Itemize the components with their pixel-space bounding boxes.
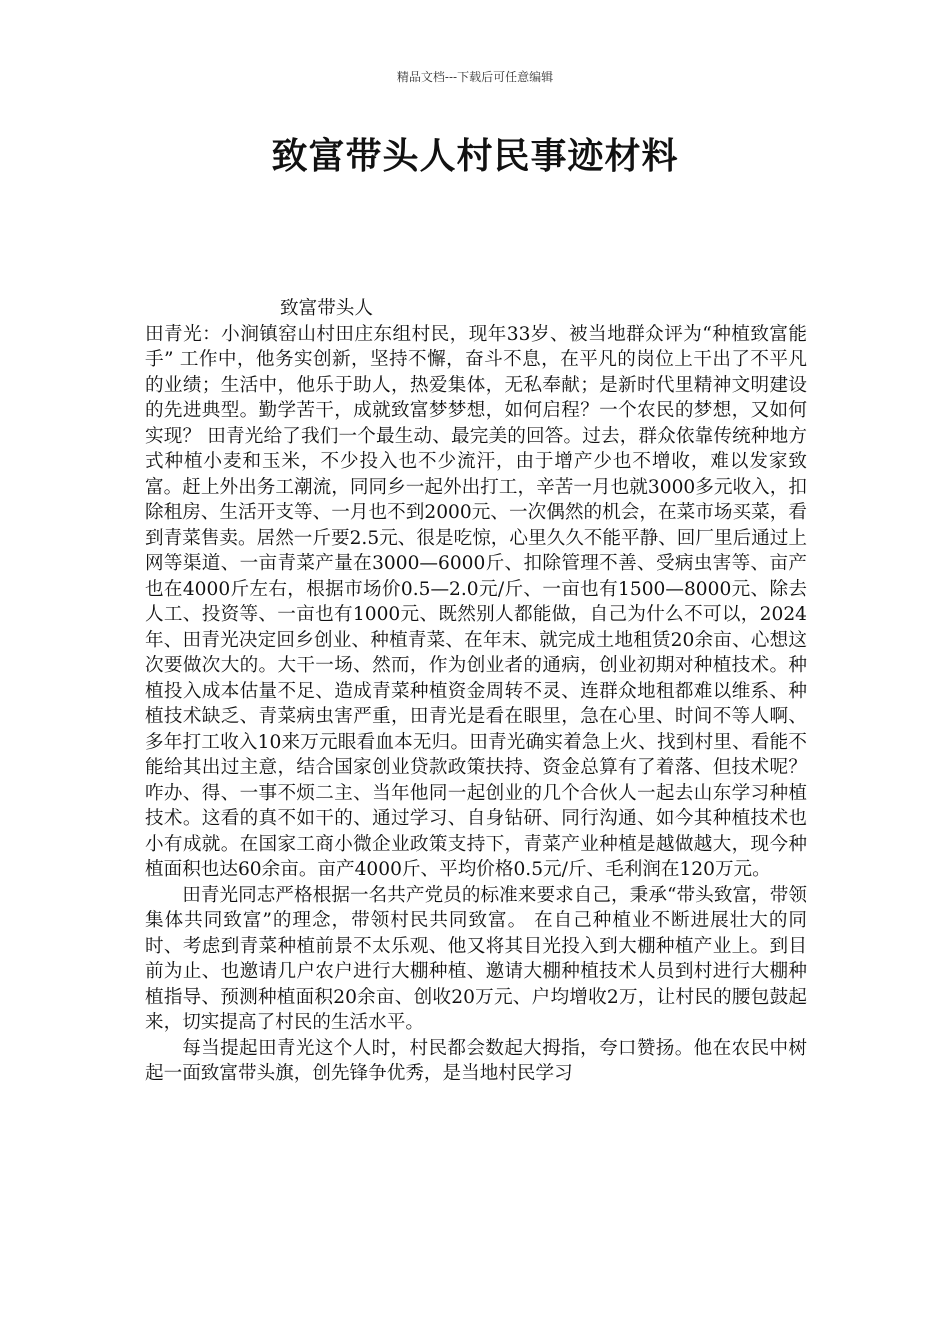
- body-paragraph-1: 田青光：小涧镇窑山村田庄东组村民，现年33岁、被当地群众评为“种植致富能手” 工作中，他务实创新，坚持不懈，奋斗不息，在平凡的岗位上干出了不平凡的业绩；生活中，他乐于助人，热爱集体，无私奉献；是新时代里精神文明建设的先进典型。勤学苦干，成就致富梦梦想，如何启程？一个农民的梦想，又如何实现？ 田青光给了我们一个最生动、最完美的回答。过去，群众依靠传统种地方式种植小麦和玉米，不少投入也不少流汗，由于增产少也不增收，难以发家致富。赶上外出务工潮流，同同乡一起外出打工，辛苦一月也就3000多元收入，扣除租房、生活开支等、一月也不到2000元、一次偶然的机会，在菜市场买菜，看到青菜售卖。居然一斤要2.5元、很是吃惊，心里久久不能平静、回厂里后通过上网等渠道、一亩青菜产量在3000—6000斤、扣除管理不善、受病虫害等、亩产也在4000斤左右，根据市场价0.5—2.0元/斤、一亩也有1500—8000元、除去人工、投资等、一亩也有1000元、既然别人都能做，自己为什么不可以，2024年、田青光决定回乡创业、种植青菜、在年末、就完成土地租赁20余亩、心想这次要做次大的。大干一场、然而，作为创业者的通病，创业初期对种植技术。种植投入成本估量不足、造成青菜种植资金周转不灵、连群众地租都难以维系、种植技术缺乏、青菜病虫害严重，田青光是看在眼里，急在心里、时间不等人啊、多年打工收入10来万元眼看血本无归。田青光确实着急上火、找到村里、看能不能给其出过主意，结合国家创业贷款政策扶持、资金总算有了着落、但技术呢？咋办、得、一事不烦二主、当年他同一起创业的几个合伙人一起去山东学习种植技术。这看的真不如干的、通过学习、自身钻研、同行沟通、如今其种植技术也小有成就。在国家工商小微企业政策支持下，青菜产业种植是越做越大，现今种植面积也达60余亩。亩产4000斤、平均价格0.5元/斤、毛利润在120万元。: [145, 323, 808, 880]
- section-subheading: 致富带头人: [280, 298, 373, 319]
- body-paragraph-3: 每当提起田青光这个人时，村民都会数起大拇指，夸口赞扬。他在农民中树起一面致富带头旗，创先锋争优秀，是当地村民学习: [145, 1037, 807, 1084]
- document-body: [145, 296, 807, 1087]
- document-title: 致富带头人村民事迹材料: [271, 135, 679, 177]
- body-paragraph-2: 田青光同志严格根据一名共产党员的标准来要求自己，秉承“带头致富，带领集体共同致富”的理念，带领村民共同致富。 在自己种植业不断进展壮大的同时、考虑到青菜种植前景不太乐观、他又将其目光投入到大棚种植产业上。到目前为止、也邀请几户农户进行大棚种植、邀请大棚种植技术人员到村进行大棚种植指导、预测种植面积20余亩、创收20万元、户均增收2万，让村民的腰包鼓起来，切实提高了村民的生活水平。: [145, 884, 807, 1033]
- header-note: 精品文档---下载后可任意编辑: [396, 70, 554, 84]
